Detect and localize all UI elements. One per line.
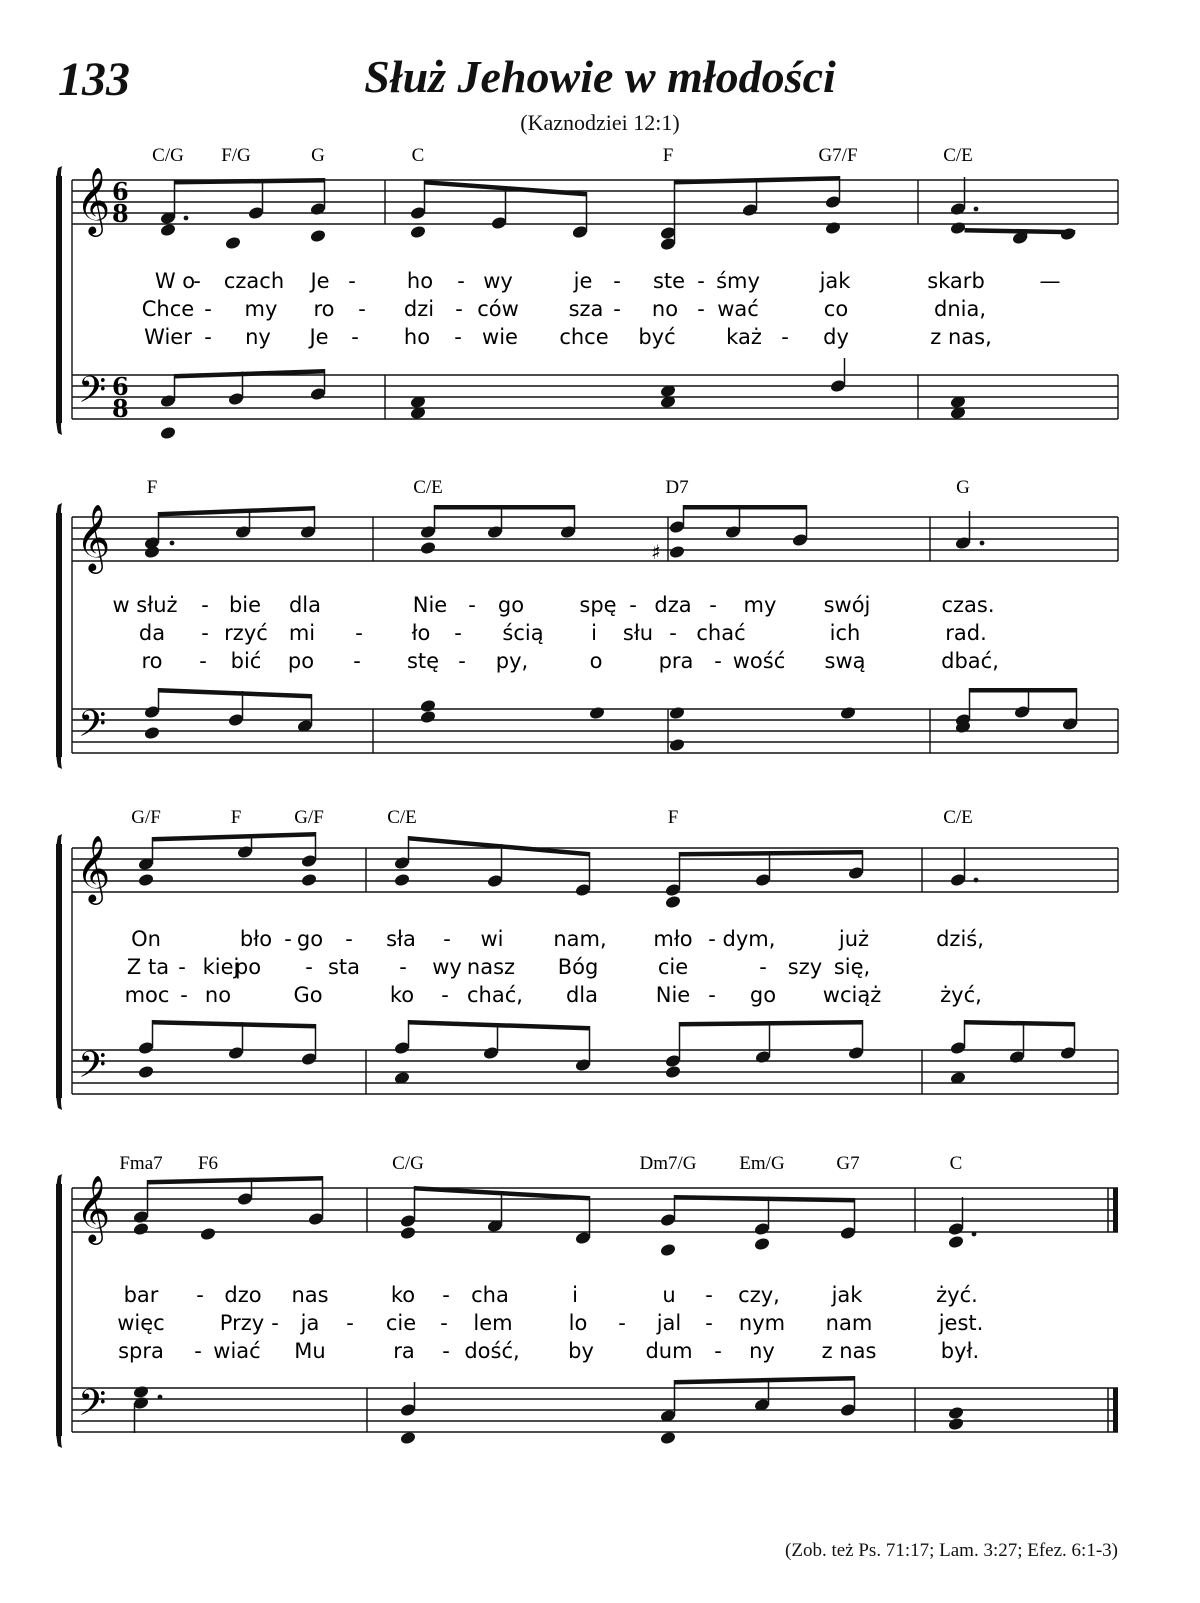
lyric-syllable: - — [442, 1283, 450, 1307]
lyric-syllable: Bóg — [557, 955, 599, 979]
lyric-syllable: kiej — [202, 955, 240, 979]
lyric-syllable: ra — [393, 1339, 415, 1363]
sharp-icon: ♯ — [651, 540, 661, 564]
lyric-syllable: - — [708, 927, 716, 951]
beam — [159, 688, 312, 699]
lyric-syllable: u — [662, 1283, 676, 1307]
lyric-syllable: ste — [652, 269, 686, 293]
lyric-syllable: wi — [480, 927, 504, 951]
lyric-syllable: no — [204, 983, 232, 1007]
treble-clef-icon: 𝄞 — [76, 1174, 111, 1242]
note-head — [668, 738, 685, 753]
beam — [965, 1020, 1075, 1027]
note-head — [947, 1406, 964, 1421]
system-bracket-bar — [56, 176, 62, 423]
chord-symbol: C — [949, 1153, 963, 1174]
lyric-syllable: - — [455, 297, 463, 321]
beam — [175, 178, 325, 185]
lyric-syllable: każ — [726, 325, 762, 349]
lyric-syllable: no — [651, 297, 679, 321]
lyric-syllable: - — [697, 297, 705, 321]
beam — [153, 832, 316, 842]
chord-symbol: C/G — [152, 145, 184, 166]
lyric-syllable: - — [204, 297, 212, 321]
chord-symbol: C/E — [943, 145, 973, 166]
lyric-syllable: co — [823, 297, 849, 321]
lyric-syllable: - — [441, 983, 449, 1007]
note-head — [224, 236, 241, 251]
chord-symbol: F6 — [197, 1153, 219, 1174]
lyric-syllable: ko — [389, 983, 415, 1007]
lyric-syllable: dość, — [464, 1339, 520, 1363]
chord-symbol: F/G — [221, 145, 251, 166]
chord-symbol: C — [411, 145, 425, 166]
lyric-syllable: wy — [432, 955, 462, 979]
lyric-syllable: Przy — [219, 1311, 265, 1335]
note-head — [588, 706, 605, 721]
note-head — [753, 1237, 770, 1252]
lyric-syllable: - — [442, 1339, 450, 1363]
chord-symbol: F — [662, 145, 674, 166]
lyric-syllable: nam — [825, 1311, 873, 1335]
lyric-syllable: py, — [495, 649, 529, 673]
note-head — [159, 223, 176, 238]
lyric-syllable: wy — [483, 269, 513, 293]
lyric-syllable: mło — [653, 927, 693, 951]
lyric-syllable: rad. — [945, 621, 987, 645]
lyric-syllable: - — [708, 983, 716, 1007]
lyric-syllable: ny — [245, 325, 271, 349]
lyric-syllable: lo — [568, 1311, 588, 1335]
dot — [972, 1232, 977, 1237]
note-head — [659, 1431, 676, 1446]
lyric-syllable: czy, — [738, 1283, 780, 1307]
lyric-syllable: się, — [833, 955, 871, 979]
lyric-syllable: - — [705, 1283, 713, 1307]
dot — [974, 878, 979, 883]
lyric-syllable: ich — [829, 621, 861, 645]
lyric-syllable: i — [591, 621, 597, 645]
treble-clef-icon: 𝄞 — [76, 834, 111, 902]
lyric-syllable: skarb — [927, 269, 985, 293]
beam — [684, 505, 807, 510]
lyric-syllable: wość — [732, 649, 786, 673]
lyric-syllable: o — [589, 649, 603, 673]
lyric-syllable: go — [296, 927, 324, 951]
note-head — [143, 545, 160, 560]
bass-clef-icon: 𝄢 — [78, 703, 107, 754]
lyric-syllable: po — [287, 649, 315, 673]
lyric-syllable: Je — [309, 325, 329, 349]
lyric-syllable: - — [669, 621, 677, 645]
note-head — [132, 1385, 149, 1400]
note-head — [309, 229, 326, 244]
lyric-syllable: - — [178, 955, 186, 979]
lyric-syllable: - — [204, 325, 212, 349]
lyric-syllable: - — [201, 621, 209, 645]
lyric-syllable: - — [697, 269, 705, 293]
chord-symbol: C/E — [387, 807, 417, 828]
time-signature-denominator: 8 — [112, 394, 129, 423]
lyric-syllable: dza — [654, 593, 692, 617]
lyric-syllable: - — [443, 927, 451, 951]
lyric-syllable: - — [705, 1311, 713, 1335]
lyric-syllable: — — [1039, 269, 1061, 293]
note-head — [159, 426, 176, 441]
lyric-syllable: bie — [228, 593, 262, 617]
lyric-syllable: bić — [230, 649, 262, 673]
dot — [974, 207, 979, 212]
lyric-syllable: - — [271, 1311, 279, 1335]
lyric-syllable: chać — [696, 621, 746, 645]
lyric-syllable: dym, — [722, 927, 776, 951]
lyric-syllable: - — [199, 649, 207, 673]
beam — [680, 850, 863, 857]
lyric-syllable: - — [353, 649, 361, 673]
lyric-syllable: by — [568, 1339, 594, 1363]
lyric-syllable: wciąż — [822, 983, 882, 1007]
lyric-syllable: sła — [386, 927, 416, 951]
dot — [158, 1395, 163, 1400]
lyric-syllable: - — [629, 593, 637, 617]
lyric-syllable: nam, — [553, 927, 607, 951]
lyric-syllable: - — [618, 1311, 626, 1335]
lyric-syllable: - — [457, 269, 465, 293]
lyric-syllable: chać, — [467, 983, 523, 1007]
lyric-syllable: wie — [482, 325, 518, 349]
lyric-syllable: ho — [406, 269, 434, 293]
time-signature-denominator: 8 — [112, 199, 129, 228]
lyric-syllable: dbać, — [941, 649, 999, 673]
lyric-syllable: my — [244, 297, 278, 321]
bass-clef-icon: 𝄢 — [78, 1382, 107, 1433]
chord-symbol: G7/F — [818, 145, 858, 166]
lyric-syllable: Z ta — [126, 955, 170, 979]
lyric-syllable: rzyć — [224, 621, 268, 645]
lyric-syllable: bło — [239, 927, 273, 951]
note-head — [199, 1227, 216, 1242]
lyric-syllable: jak — [831, 1283, 863, 1307]
note-head — [419, 541, 436, 556]
note-head — [947, 1235, 964, 1250]
lyric-syllable: ro — [313, 297, 335, 321]
lyric-syllable: - — [454, 325, 462, 349]
system-bracket-bar — [56, 844, 62, 1098]
lyric-syllable: ja — [300, 1311, 320, 1335]
lyric-syllable: ho — [403, 325, 431, 349]
note-head — [393, 873, 410, 888]
beam — [970, 688, 1077, 693]
beam — [675, 1376, 855, 1385]
lyric-syllable: - — [284, 927, 292, 951]
system-bracket-bar — [56, 513, 62, 757]
chord-symbol: D7 — [665, 477, 689, 498]
lyric-syllable: dla — [288, 593, 322, 617]
lyric-syllable: dla — [565, 983, 599, 1007]
lyric-syllable: spra — [118, 1339, 164, 1363]
note-head — [419, 710, 436, 725]
chord-symbol: G/F — [294, 807, 324, 828]
beam — [409, 1020, 590, 1031]
lyric-syllable: ścią — [502, 621, 544, 645]
system-bracket-bar — [56, 1184, 62, 1436]
lyric-syllable: - — [714, 649, 722, 673]
lyric-syllable: - — [458, 649, 466, 673]
lyric-syllable: W o — [154, 269, 196, 293]
lyric-syllable: czach — [223, 269, 285, 293]
lyric-syllable: dy — [823, 325, 849, 349]
lyric-syllable: z nas — [821, 1339, 877, 1363]
lyric-syllable: - — [348, 269, 356, 293]
lyric-syllable: dzi — [403, 297, 435, 321]
lyric-syllable: szy — [787, 955, 823, 979]
lyric-syllable: cha — [471, 1283, 509, 1307]
lyric-syllable: w służ — [112, 593, 178, 617]
beam — [435, 505, 575, 510]
final-barline-thick — [1113, 1188, 1118, 1232]
lyric-syllable: nas — [291, 1283, 329, 1307]
lyric-syllable: my — [743, 593, 777, 617]
lyric-syllable: wiać — [213, 1339, 261, 1363]
note-head — [419, 699, 436, 714]
note-head — [949, 221, 966, 236]
note-head — [947, 1417, 964, 1432]
chord-symbol: Dm7/G — [639, 1153, 697, 1174]
beam — [175, 369, 325, 379]
note-head — [137, 1065, 154, 1080]
lyric-syllable: Je — [310, 269, 330, 293]
bass-clef-icon: 𝄢 — [78, 369, 107, 420]
note-head — [664, 1065, 681, 1080]
final-barline-thick — [1113, 1388, 1118, 1432]
time-signature-numerator: 6 — [112, 372, 129, 401]
lyric-syllable: po — [234, 955, 262, 979]
beam — [680, 1020, 863, 1027]
treble-clef-icon: 𝄞 — [76, 503, 111, 571]
lyric-syllable: - — [358, 297, 366, 321]
lyric-syllable: - — [759, 955, 767, 979]
note-head — [409, 225, 426, 240]
chord-symbol: G — [956, 477, 970, 498]
note-head — [399, 1226, 416, 1241]
lyric-syllable: i — [572, 1283, 578, 1307]
chord-symbol: C/G — [392, 1153, 424, 1174]
dot — [184, 216, 189, 221]
lyric-syllable: - — [305, 955, 313, 979]
beam — [159, 506, 315, 517]
beam — [153, 1020, 316, 1029]
lyric-syllable: moc — [124, 983, 170, 1007]
lyric-syllable: był. — [940, 1339, 980, 1363]
treble-clef-icon: 𝄞 — [76, 166, 111, 234]
lyric-syllable: - — [399, 955, 407, 979]
note-head — [399, 1431, 416, 1446]
song-number: 133 — [58, 53, 130, 106]
lyric-syllable: - — [196, 1283, 204, 1307]
chord-symbol: G — [311, 145, 325, 166]
lyric-syllable: bar — [123, 1283, 159, 1307]
chord-symbol: G/F — [131, 807, 161, 828]
lyric-syllable: - — [355, 621, 363, 645]
lyric-syllable: go — [749, 983, 777, 1007]
lyric-syllable: sta — [327, 955, 361, 979]
lyric-syllable: ców — [477, 297, 519, 321]
lyric-syllable: z nas, — [930, 325, 992, 349]
note-head — [300, 873, 317, 888]
lyric-syllable: - — [351, 325, 359, 349]
lyric-syllable: jak — [819, 269, 851, 293]
lyric-syllable: ło — [411, 621, 431, 645]
chord-symbol: G7 — [836, 1153, 860, 1174]
note-head — [668, 545, 685, 560]
lyric-syllable: Wier — [144, 325, 192, 349]
chord-symbol: C/E — [943, 807, 973, 828]
lyric-syllable: - — [346, 1311, 354, 1335]
lyric-syllable: Chce — [141, 297, 195, 321]
note-head — [137, 873, 154, 888]
note-head — [143, 726, 160, 741]
lyric-syllable: - — [781, 325, 789, 349]
scripture-reference: (Kaznodziei 12:1) — [520, 110, 680, 135]
lyric-syllable: - — [454, 621, 462, 645]
lyric-syllable: cie — [657, 955, 689, 979]
lyric-syllable: ro — [141, 649, 163, 673]
lyric-syllable: - — [714, 1339, 722, 1363]
lyric-syllable: nym — [738, 1311, 786, 1335]
lyric-syllable: więc — [117, 1311, 165, 1335]
beam — [675, 1195, 855, 1203]
note-head — [132, 1222, 149, 1237]
lyric-syllable: jest. — [938, 1311, 984, 1335]
lyric-syllable: spę — [579, 593, 617, 617]
lyric-syllable: Nie — [412, 593, 448, 617]
lyric-syllable: Go — [293, 983, 323, 1007]
chord-symbol: F — [146, 477, 158, 498]
lyric-syllable: go — [497, 593, 525, 617]
lyric-syllable: Mu — [294, 1339, 326, 1363]
lyric-syllable: - — [201, 593, 209, 617]
lyric-syllable: Nie — [655, 983, 691, 1007]
lyric-syllable: czas. — [941, 593, 995, 617]
note-head — [664, 895, 681, 910]
lyric-syllable: lem — [473, 1311, 513, 1335]
lyric-syllable: dnia, — [933, 297, 987, 321]
lyric-syllable: On — [131, 927, 161, 951]
footnote-references: (Zob. też Ps. 71:17; Lam. 3:27; Efez. 6:1-3) — [785, 1540, 1118, 1561]
lyric-syllable: słu — [622, 621, 654, 645]
lyric-syllable: - — [194, 1339, 202, 1363]
lyric-syllable: - — [613, 297, 621, 321]
chord-symbol: Fma7 — [119, 1153, 163, 1174]
bass-clef-icon: 𝄢 — [78, 1044, 107, 1095]
chord-symbol: C/E — [413, 477, 443, 498]
lyric-syllable: - — [613, 269, 621, 293]
lyric-syllable: - — [193, 269, 201, 293]
time-signature-numerator: 6 — [112, 177, 129, 206]
lyric-syllable: swój — [823, 593, 871, 617]
lyric-syllable: śmy — [716, 269, 760, 293]
dot — [980, 541, 985, 546]
lyric-syllable: nasz — [466, 955, 516, 979]
lyric-syllable: je — [573, 269, 593, 293]
lyric-syllable: stę — [406, 649, 440, 673]
dot — [170, 541, 175, 546]
lyric-syllable: być — [638, 325, 676, 349]
lyric-syllable: - — [468, 593, 476, 617]
beam — [409, 836, 590, 857]
lyric-syllable: cie — [385, 1311, 417, 1335]
beam — [148, 1176, 323, 1185]
lyric-syllable: ny — [749, 1339, 775, 1363]
lyric-syllable: - — [440, 1311, 448, 1335]
lyric-syllable: już — [838, 927, 870, 951]
note-head — [668, 706, 685, 721]
chord-symbol: F — [230, 807, 242, 828]
lyric-syllable: dum — [645, 1339, 693, 1363]
lyric-syllable: - — [709, 593, 717, 617]
lyric-syllable: da — [138, 621, 166, 645]
note-head — [824, 221, 841, 236]
lyric-syllable: ko — [390, 1283, 416, 1307]
lyric-syllable: mi — [288, 621, 316, 645]
lyric-syllable: dziś, — [936, 927, 984, 951]
lyric-syllable: pra — [658, 649, 694, 673]
lyric-syllable: chce — [559, 325, 609, 349]
lyric-syllable: żyć. — [936, 1283, 978, 1307]
lyric-syllable: sza — [568, 297, 604, 321]
lyric-syllable: jal — [656, 1311, 682, 1335]
lyric-syllable: dzo — [224, 1283, 262, 1307]
chord-symbol: F — [667, 807, 679, 828]
lyric-syllable: żyć, — [940, 983, 982, 1007]
lyric-syllable: - — [345, 927, 353, 951]
lyric-syllable: wać — [717, 297, 759, 321]
lyric-syllable: - — [180, 983, 188, 1007]
note-head — [659, 1243, 676, 1258]
lyric-syllable: swą — [824, 649, 866, 673]
note-head — [839, 706, 856, 721]
chord-symbol: Em/G — [739, 1153, 785, 1174]
song-title: Służ Jehowie w młodości — [364, 51, 836, 102]
